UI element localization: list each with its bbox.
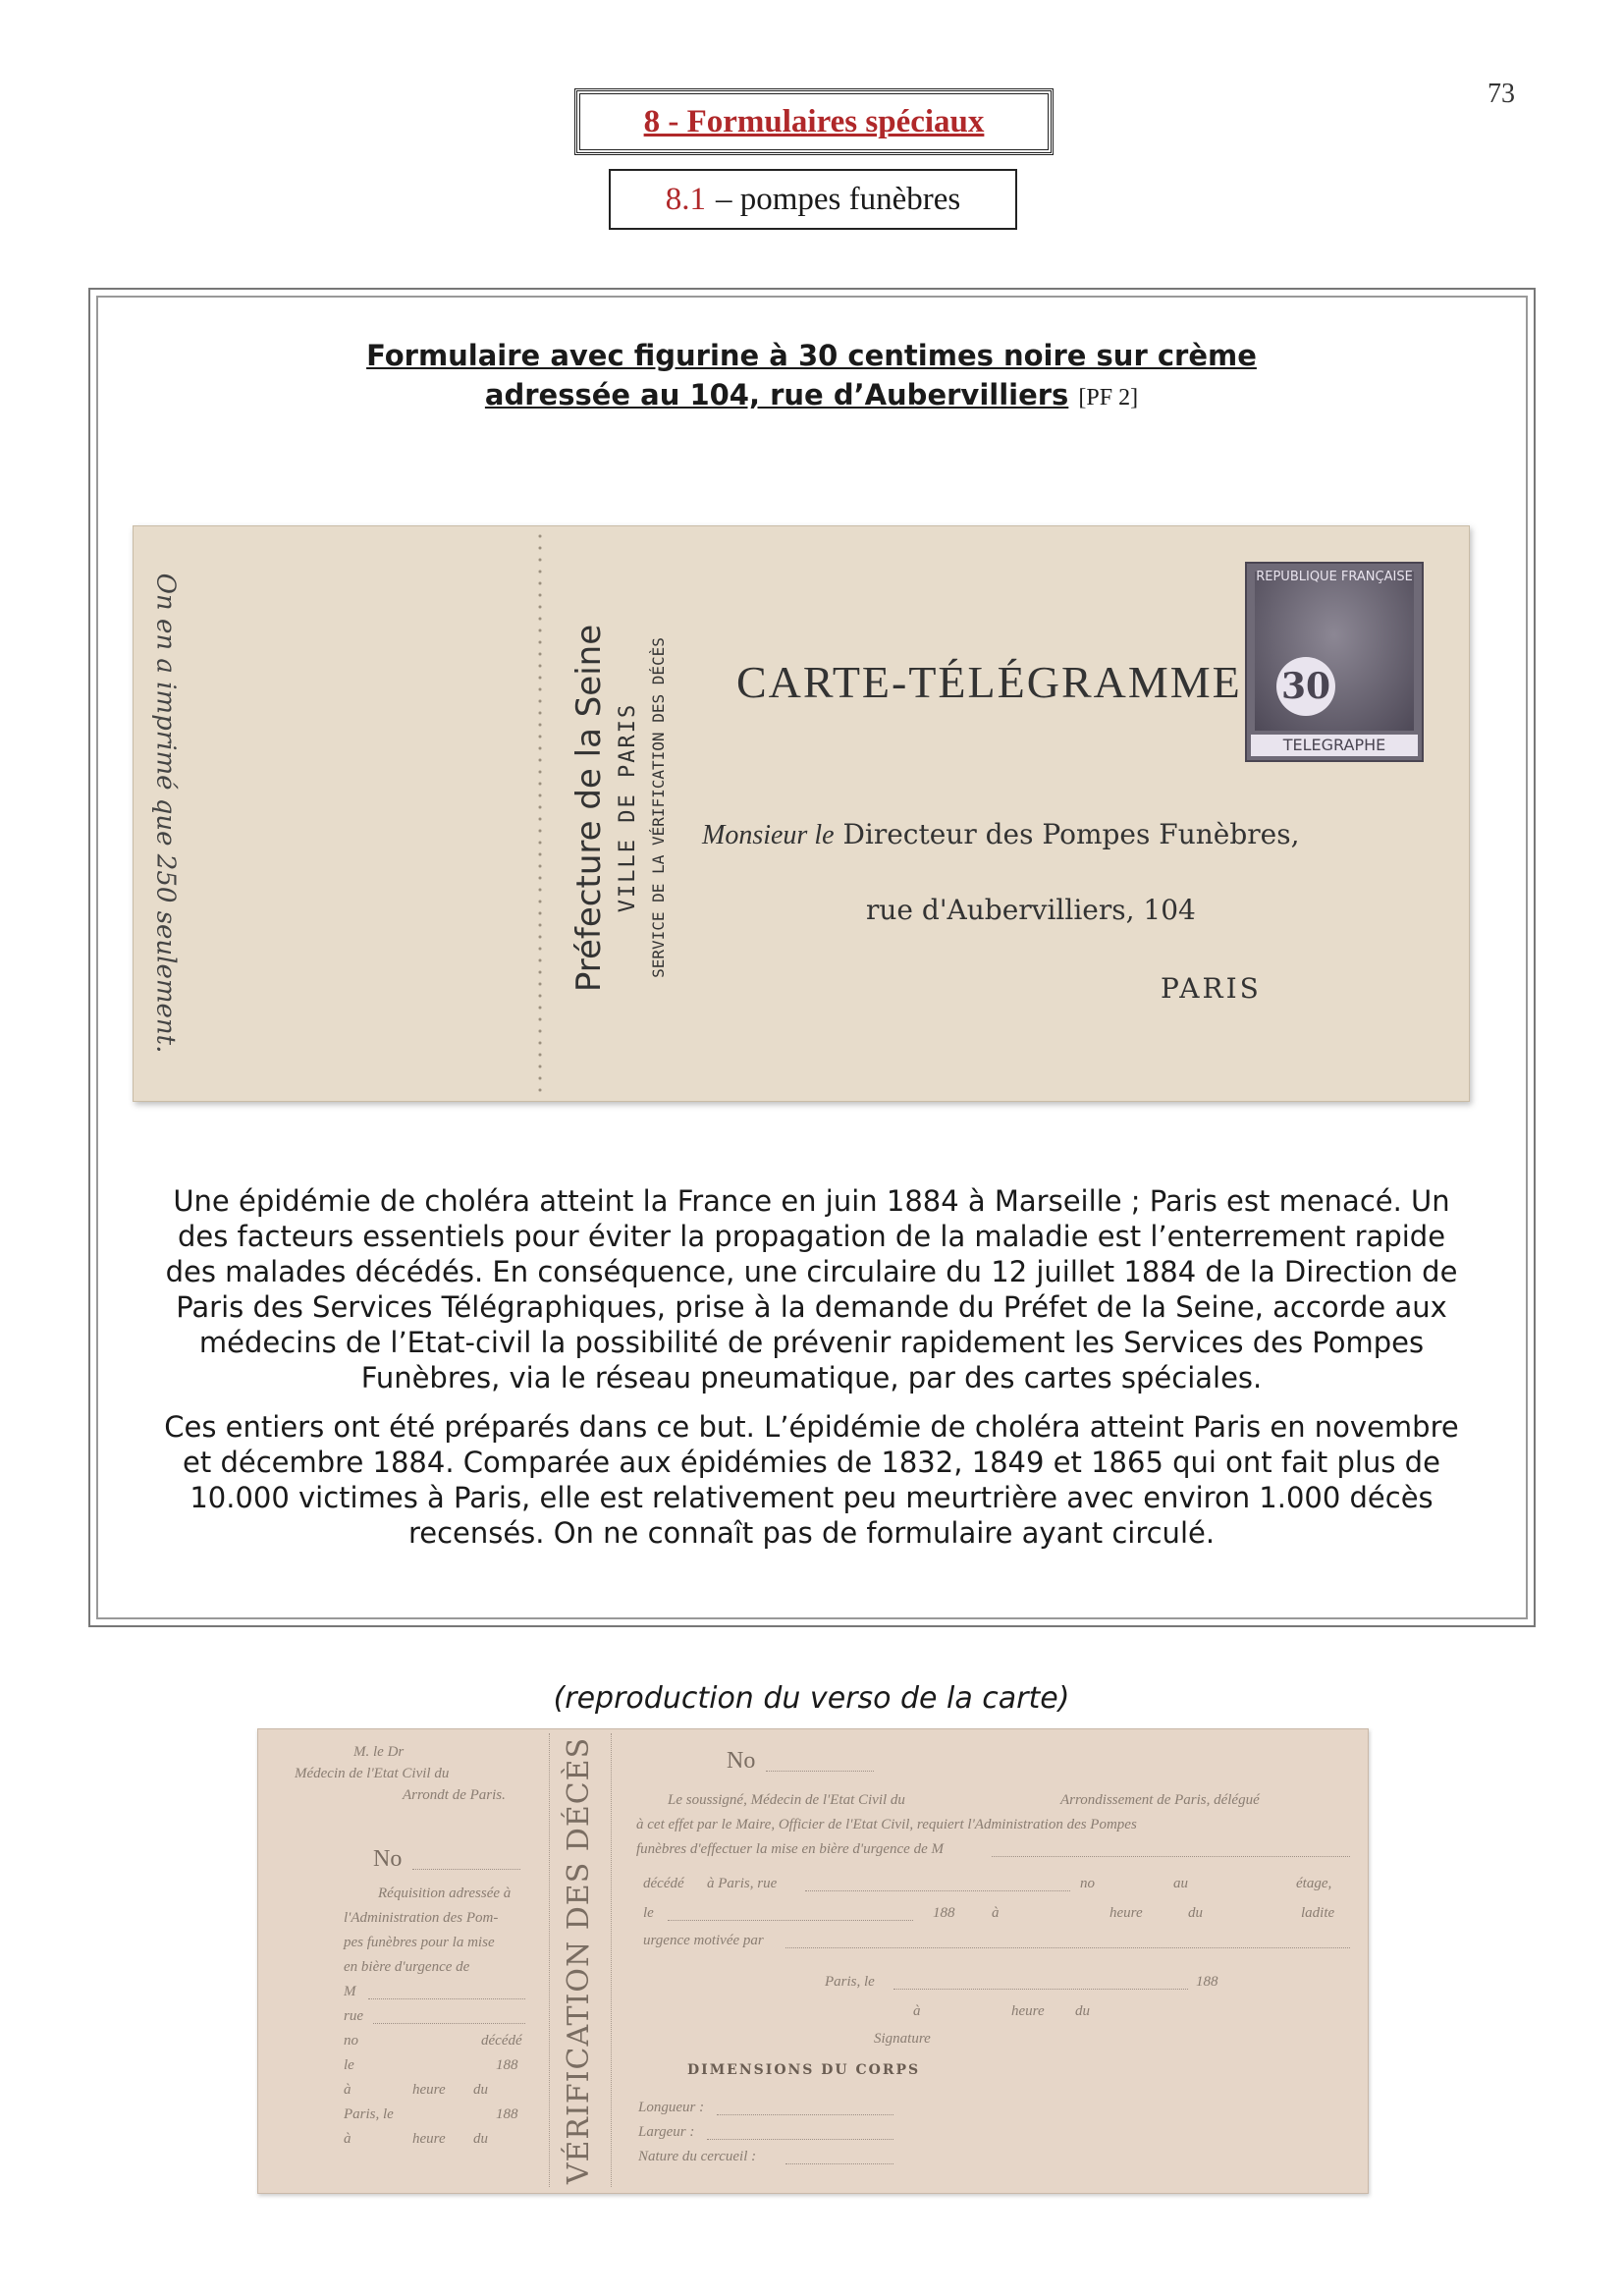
verso-left-text-8: décédé — [481, 2033, 522, 2049]
caption-ref: [PF 2] — [1078, 385, 1139, 410]
verso-right-text-2: Arrondissement de Paris, délégué — [1060, 1792, 1260, 1808]
verso-right-text-22: Signature — [874, 2031, 931, 2047]
verso-left-header-3: Arrondt de Paris. — [403, 1787, 506, 1803]
verso-right-line-m — [992, 1856, 1350, 1857]
verso-right-text-3: à cet effet par le Maire, Officier de l'Etat Civil, requiert l'Administration des Pompes — [636, 1817, 1137, 1832]
verso-left-text-4: en bière d'urgence de — [344, 1959, 470, 1975]
verso-dimension-largeur: Largeur : — [638, 2124, 695, 2140]
verso-line-cercueil — [785, 2163, 893, 2164]
verso-vertical-title — [555, 1733, 604, 2187]
page-number: 73 — [1488, 79, 1515, 109]
verso-caption: (reproduction du verso de la carte) — [553, 1681, 1070, 1716]
verso-right-text-1: Le soussigné, Médecin de l'Etat Civil du — [668, 1792, 905, 1808]
verso-left-text-7: no — [344, 2033, 358, 2049]
section-title: 8 - Formulaires spéciaux — [643, 103, 985, 139]
verso-right-text-9: étage, — [1296, 1876, 1332, 1891]
subsection-number: 8.1 — [665, 181, 706, 217]
verso-left-no-line — [412, 1869, 520, 1870]
verso-left-text-12: heure — [412, 2082, 446, 2098]
description-text — [157, 1183, 1466, 1564]
verso-right-text-4: funèbres d'effectuer la mise en bière d'urgence de M — [636, 1841, 944, 1857]
verso-line-longueur — [717, 2114, 893, 2115]
verso-right-text-6: à Paris, rue — [707, 1876, 778, 1891]
caption-line-1-text: Formulaire avec figurine à 30 centimes noire sur crème — [366, 339, 1257, 372]
verso-right-text-20: heure — [1011, 2003, 1045, 2019]
verso-right-line-urgence — [785, 1947, 1350, 1948]
verso-left-text-11: à — [344, 2082, 352, 2098]
verso-left-line-rue — [373, 2023, 525, 2024]
paragraph-2: Ces entiers ont été préparés dans ce but. L’épidémie de choléra atteint Paris en novembre et décembre 1884. Comparée aux épidémies de 1832, 1849 et 1865 qui ont fait plus de 10.000 victimes à Paris, elle est relativement peu meurtrière avec environ 1.000 décès recensés. On ne connaît pas de formulaire ayant circulé. — [164, 1410, 1459, 1550]
verso-right-line-rue — [805, 1890, 1070, 1891]
caption-line-2 — [0, 378, 1623, 411]
verso-dimension-longueur: Longueur : — [638, 2100, 705, 2115]
street-line: rue d'Aubervilliers, 104 — [866, 894, 1196, 926]
verso-vertical-text: VÉRIFICATION DES DÉCÈS — [562, 1736, 597, 2184]
verso-left-text-15: 188 — [496, 2106, 518, 2122]
section-title-box — [574, 88, 1054, 155]
stamp-figure — [1255, 572, 1414, 731]
verso-right-line-paris — [893, 1989, 1188, 1990]
verso-left-header-1: M. le Dr — [353, 1744, 405, 1760]
stamp-bottom-text: TELEGRAPHE — [1251, 735, 1418, 756]
verso-left-text-13: du — [473, 2082, 488, 2098]
addressee-line — [702, 818, 1299, 851]
verso-dimension-cercueil: Nature du cercueil : — [638, 2149, 757, 2164]
handwritten-note-text: On en a imprimé que 250 seulement. — [150, 573, 181, 1054]
verso-right-text-10: le — [643, 1905, 654, 1921]
verso-right-text-5: décédé — [643, 1876, 684, 1891]
prefecture-text: Préfecture de la Seine — [569, 624, 610, 992]
verso-left-header-2: Médecin de l'Etat Civil du — [295, 1766, 450, 1781]
verso-right-text-11: 188 — [933, 1905, 955, 1921]
verso-divider-right — [611, 1733, 612, 2187]
verso-left-text-5: M — [344, 1984, 356, 1999]
verso-right-text-8: au — [1173, 1876, 1188, 1891]
verso-left-text-2: l'Administration des Pom- — [344, 1910, 499, 1926]
ville-text: VILLE DE PARIS — [616, 702, 641, 913]
carte-telegramme-title: CARTE-TÉLÉGRAMME — [736, 657, 1242, 707]
addressee-name: Directeur des Pompes Funèbres, — [842, 818, 1300, 850]
verso-left-text-16: à — [344, 2131, 352, 2147]
verso-divider-left — [549, 1733, 550, 2187]
handwritten-note — [135, 538, 194, 1088]
verso-right-text-14: du — [1188, 1905, 1203, 1921]
verso-right-line-le — [668, 1920, 913, 1921]
verso-left-no: No — [373, 1846, 403, 1872]
verso-right-no-line — [766, 1771, 874, 1772]
verso-left-line-m — [368, 1998, 525, 1999]
verso-right-text-16: urgence motivée par — [643, 1933, 764, 1948]
caption-line-2-text: adressée au 104, rue d’Aubervilliers — [484, 378, 1069, 411]
verso-line-largeur — [707, 2139, 893, 2140]
verso-right-text-19: à — [913, 2003, 921, 2019]
stamp-value: 30 — [1276, 657, 1335, 716]
stamp-top-text: REPUBLIQUE FRANÇAISE — [1256, 570, 1413, 584]
verso-left-text-10: 188 — [496, 2057, 518, 2073]
paragraph-1: Une épidémie de choléra atteint la France en juin 1884 à Marseille ; Paris est menacé. Un des facteurs essentiels pour éviter la propagation de la maladie est l’enterrement rapide des malades décédés. En conséquence, une circulaire du 12 juillet 1884 de la Direction de Paris des Services Télégraphiques, prise à la demande du Préfet de la Seine, accorde aux médecins de l’Etat-civil la possibilité de prévenir rapidement les Services des Pompes Funèbres, via le réseau pneumatique, par des cartes spéciales. — [165, 1184, 1458, 1394]
verso-right-text-12: à — [992, 1905, 1000, 1921]
caption-line-1 — [0, 339, 1623, 372]
verso-left-text-3: pes funèbres pour la mise — [344, 1935, 495, 1950]
stamp-30-centimes — [1245, 562, 1424, 762]
addressee-prefix: Monsieur le — [702, 820, 835, 850]
verso-left-text-18: du — [473, 2131, 488, 2147]
service-label — [633, 535, 682, 1080]
city-line: PARIS — [1161, 972, 1262, 1005]
verso-left-text-1: Réquisition adressée à — [378, 1886, 512, 1901]
verso-left-text-14: Paris, le — [344, 2106, 394, 2122]
verso-left-text-9: le — [344, 2057, 354, 2073]
perforation-line — [538, 530, 542, 1095]
verso-left-text-6: rue — [344, 2008, 363, 2024]
verso-right-text-21: du — [1075, 2003, 1090, 2019]
subsection-box — [609, 169, 1017, 230]
verso-right-text-17: Paris, le — [825, 1974, 875, 1990]
service-text: SERVICE DE LA VÉRIFICATION DES DÉCÈS — [648, 637, 668, 978]
verso-left-text-17: heure — [412, 2131, 446, 2147]
verso-right-text-15: ladite — [1301, 1905, 1335, 1921]
verso-dimensions-title: DIMENSIONS DU CORPS — [687, 2062, 921, 2078]
verso-right-no: No — [727, 1748, 756, 1774]
verso-right-text-18: 188 — [1196, 1974, 1218, 1990]
verso-right-text-13: heure — [1109, 1905, 1143, 1921]
verso-right-text-7: no — [1080, 1876, 1095, 1891]
subsection-label: – pompes funèbres — [715, 181, 961, 217]
